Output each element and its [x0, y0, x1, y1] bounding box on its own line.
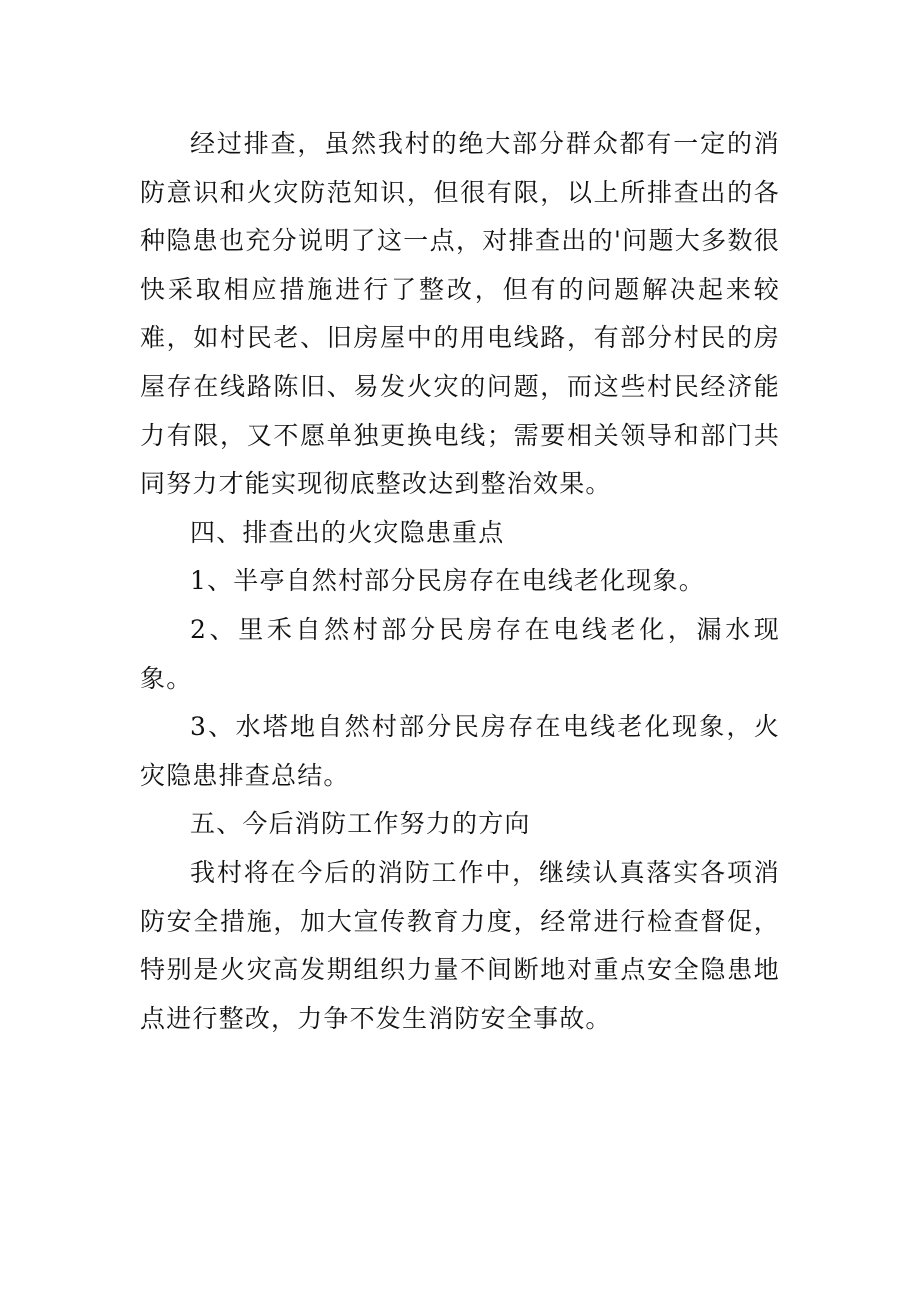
section-heading-future-direction: 五、今后消防工作努力的方向	[190, 809, 531, 839]
list-item-hazard-3: 3、水塔地自然村部分民房存在电线老化现象，火灾隐患排查总结。	[140, 712, 780, 790]
document-body	[140, 120, 780, 1043]
section-heading-fire-hazards: 四、排查出的火灾隐患重点	[190, 517, 505, 547]
list-item-hazard-1: 1、半亭自然村部分民房存在电线老化现象。	[190, 566, 705, 596]
paragraph-future-plan: 我村将在今后的消防工作中，继续认真落实各项消防安全措施，加大宣传教育力度，经常进行检查督促，特别是火灾高发期组织力量不间断地对重点安全隐患地点进行整改，力争不发生消防安全事故。	[140, 857, 780, 1033]
list-item-hazard-2: 2、里禾自然村部分民房存在电线老化，漏水现象。	[140, 614, 780, 693]
paragraph-rectification-summary: 经过排查，虽然我村的绝大部分群众都有一定的消防意识和火灾防范知识，但很有限，以上所排查出的各种隐患也充分说明了这一点，对排查出的'问题大多数很快采取相应措施进行了整改，但有的问题解决起来较难，如村民老、旧房屋中的用电线路，有部分村民的房屋存在线路陈旧、易发火灾的问题，而这些村民经济能力有限，又不愿单独更换电线；需要相关领导和部门共同努力才能实现彻底整改达到整治效果。	[140, 129, 780, 499]
